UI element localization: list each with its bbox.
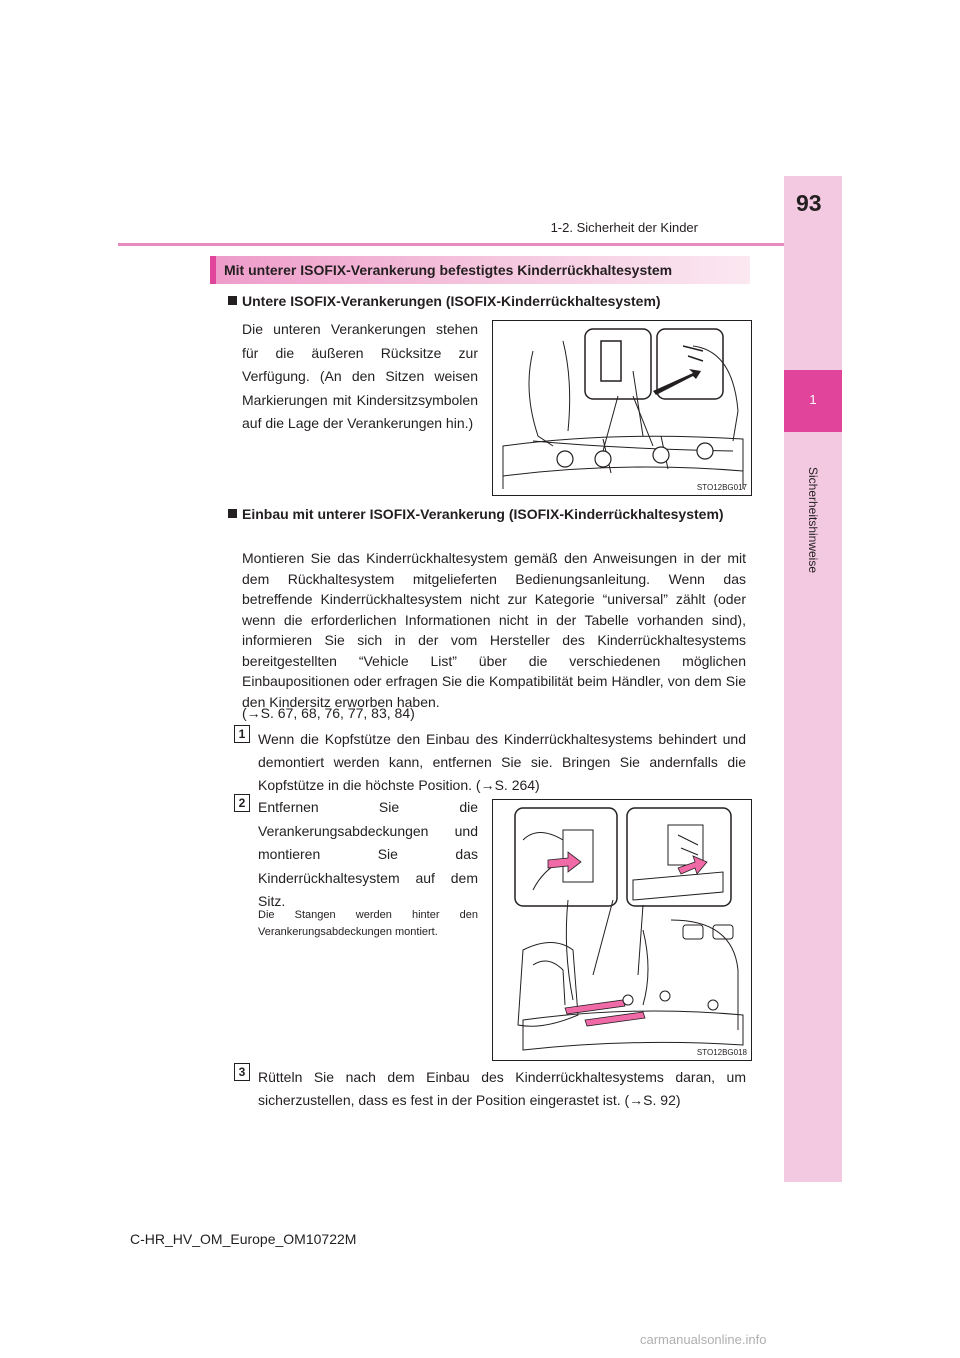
- header-rule: [118, 243, 784, 246]
- step-3-text: Rütteln Sie nach dem Einbau des Kinderrückhaltesystems daran, um sicherzustellen, dass es fest in der Position eingerastet ist. (→S. 92): [258, 1069, 746, 1108]
- step-number-badge: 1: [234, 725, 250, 743]
- page-number: 93: [796, 190, 822, 216]
- child-seat-installation-illustration: [493, 800, 751, 1060]
- figure-code: STO12BG018: [696, 1048, 747, 1057]
- step-1-text: Wenn die Kopfstütze den Einbau des Kinderrückhaltesystems behindert und demontiert werden kann, entfernen Sie sie. Bringen Sie andernfalls die Kopfstütze in die höchste Position. (→S. 264): [258, 731, 746, 793]
- section-title: Mit unterer ISOFIX-Verankerung befestigtes Kinderrückhaltesystem: [224, 262, 673, 278]
- figure-code: STO12BG017: [696, 483, 747, 492]
- seat-anchor-illustration: [493, 321, 751, 495]
- figure-seat-anchor-locations: [492, 320, 752, 496]
- bullet-heading-text: Einbau mit unterer ISOFIX-Verankerung (ISOFIX-Kinderrückhaltesystem): [242, 506, 724, 522]
- bullet-heading-lower-anchors: [228, 290, 758, 312]
- step-2-text: Entfernen Sie die Verankerungsabdeckungen und montieren Sie das Kinderrückhaltesystem auf dem Sitz.: [258, 799, 478, 909]
- step-number-badge: 2: [234, 794, 250, 812]
- bullet-square-icon: [228, 296, 237, 305]
- bullet-square-icon: [228, 509, 237, 518]
- installation-intro: Montieren Sie das Kinderrückhaltesystem gemäß den Anweisungen in der mit dem Rückhaltesystem mitgelieferten Bedienungsanleitung. Wenn das betreffende Kinderrückhaltesystem nicht zur Kategorie “universal” zählt (oder wenn die erforderlichen Informationen nicht in der Tabelle vorhanden sind), informieren Sie sich in der vom Hersteller des Kinderrückhaltesystems bereitgestellten “Vehicle List” über die verschiedenen möglichen Einbaupositionen oder erfragen Sie die Kompatibilität beim Händler, von dem Sie den Kindersitz erworben haben.: [242, 550, 746, 710]
- lower-anchors-description: Die unteren Verankerungen stehen für die äußeren Rücksitze zur Verfügung. (An den Sitzen weisen Markierungen mit Kindersitzsymbolen auf die Lage der Verankerungen hin.): [242, 321, 478, 431]
- figure-child-seat-installation: [492, 799, 752, 1061]
- chapter-title: Sicherheitshinweise: [806, 466, 820, 574]
- chapter-side-tab: [784, 176, 842, 1182]
- bullet-heading-installation: [228, 503, 758, 525]
- watermark: carmanualsonline.info: [640, 1332, 767, 1347]
- step-number-badge: 3: [234, 1063, 250, 1081]
- chapter-number: 1: [809, 392, 817, 407]
- footer-document-code: C-HR_HV_OM_Europe_OM10722M: [130, 1231, 357, 1247]
- running-header: 1-2. Sicherheit der Kinder: [550, 220, 698, 235]
- step-2-note: Die Stangen werden hinter den Verankerungsabdeckungen montiert.: [258, 909, 478, 938]
- section-title-accent: [210, 256, 216, 284]
- installation-page-references: (→S. 67, 68, 76, 77, 83, 84): [242, 705, 415, 721]
- bullet-heading-text: Untere ISOFIX-Verankerungen (ISOFIX-Kinderrückhaltesystem): [242, 293, 661, 309]
